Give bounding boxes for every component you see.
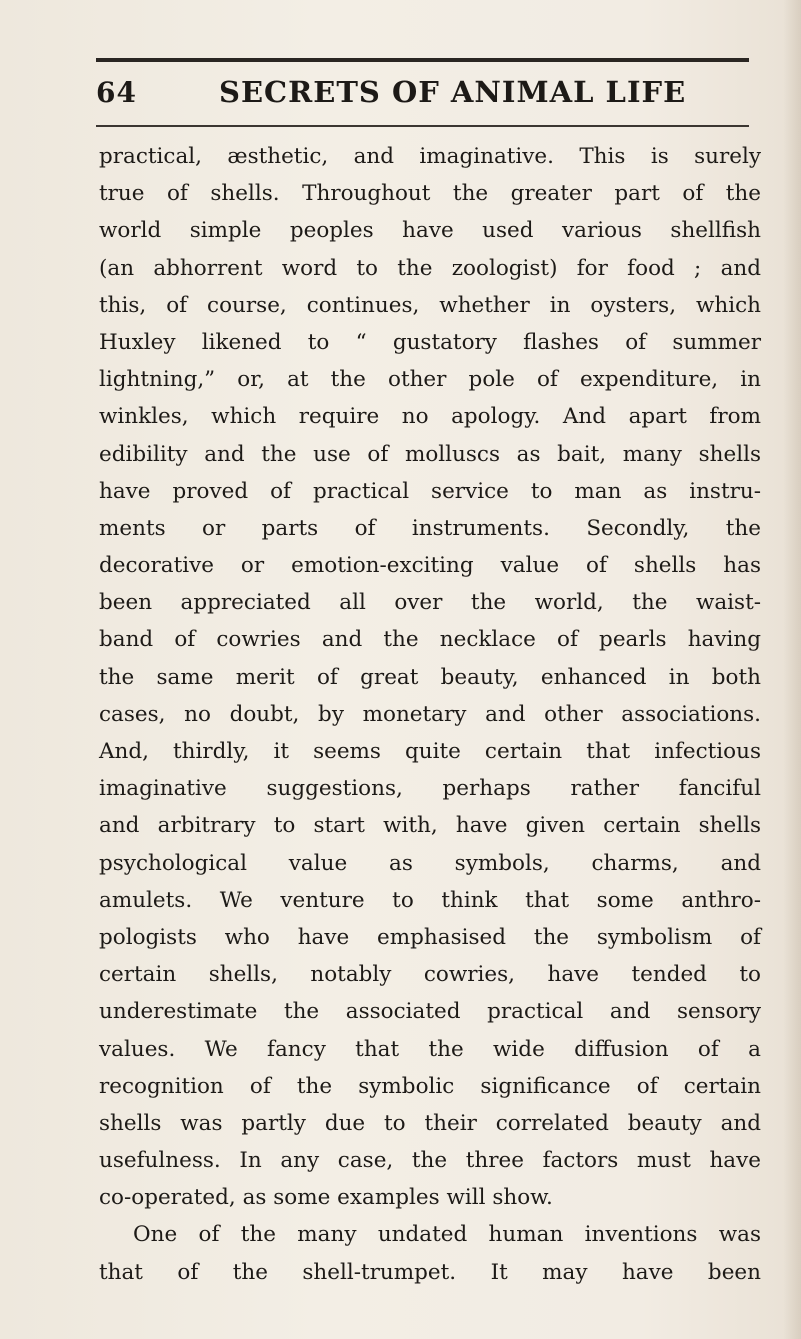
header-bottom-rule [96, 125, 749, 127]
text-line: have proved of practical service to man as instru- [99, 478, 761, 504]
text-line: And, thirdly, it seems quite certain that infectious [99, 739, 761, 764]
text-line: ments or parts of instruments. Secondly, the [99, 515, 761, 541]
text-line: and arbitrary to start with, have given certain shells [99, 813, 761, 839]
text-line: usefulness. In any case, the three factors must have [99, 1148, 761, 1174]
text-line: pologists who have emphasised the symbolism of [99, 924, 761, 950]
text-line: amulets. We venture to think that some anthro- [99, 887, 761, 913]
text-line: recognition of the symbolic significance of certain [99, 1073, 761, 1099]
text-line: practical, æsthetic, and imaginative. This is surely [99, 144, 761, 169]
running-head: SECRETS OF ANIMAL LIFE [219, 75, 687, 109]
page-header [96, 66, 749, 122]
text-line: One of the many undated human inventions was [133, 1222, 761, 1248]
text-line: world simple peoples have used various shellfish [99, 218, 761, 244]
text-line: shells was partly due to their correlated beauty and [99, 1110, 761, 1136]
text-line: been appreciated all over the world, the waist- [99, 590, 761, 616]
text-line: cases, no doubt, by monetary and other associations. [99, 701, 761, 727]
page-edge-shadow [783, 0, 801, 1339]
text-line: winkles, which require no apology. And apart from [99, 404, 761, 430]
header-top-rule [96, 58, 749, 62]
text-line: that of the shell-trumpet. It may have been [99, 1259, 761, 1285]
text-line: certain shells, notably cowries, have tended to [99, 962, 761, 988]
text-line: imaginative suggestions, perhaps rather fanciful [99, 776, 761, 802]
text-line: true of shells. Throughout the greater part of the [99, 181, 761, 207]
text-line: band of cowries and the necklace of pearls having [99, 627, 761, 653]
text-line: (an abhorrent word to the zoologist) for food ; and [99, 255, 761, 281]
text-line: this, of course, continues, whether in oysters, which [99, 292, 761, 318]
text-line: psychological value as symbols, charms, and [99, 850, 761, 876]
text-line: decorative or emotion-exciting value of shells has [99, 553, 761, 579]
text-line: co-operated, as some examples will show. [99, 1185, 553, 1211]
text-line: Huxley likened to “ gustatory flashes of summer [99, 329, 761, 355]
text-line: lightning,” or, at the other pole of expenditure, in [99, 367, 761, 393]
text-line: values. We fancy that the wide diffusion of a [99, 1036, 761, 1062]
body-text [99, 138, 761, 1291]
text-line: underestimate the associated practical and sensory [99, 999, 761, 1025]
text-line: edibility and the use of molluscs as bait, many shells [99, 441, 761, 467]
text-line: the same merit of great beauty, enhanced in both [99, 664, 761, 690]
page-number: 64 [96, 76, 137, 109]
